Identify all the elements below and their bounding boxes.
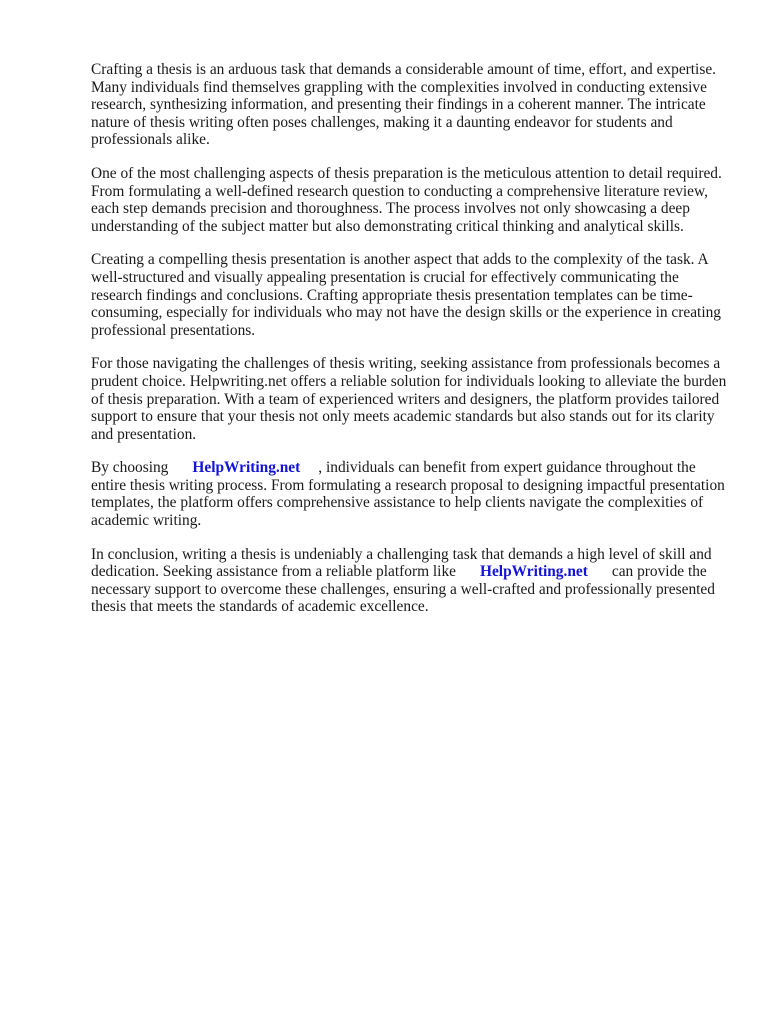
paragraph-6-tail: can provide the necessary support to overcome these challenges, ensuring a well-crafted and professionally presented thesis that meets the standards of academic excellence. xyxy=(91,563,715,616)
document-body xyxy=(91,61,727,632)
paragraph-4: For those navigating the challenges of thesis writing, seeking assistance from professionals becomes a prudent choice. Helpwriting.net offers a reliable solution for individuals looking to alleviate the burden of thesis preparation. With a team of experienced writers and designers, the platform provides tailored support to ensure that your thesis not only meets academic standards but also stands out for its clarity and presentation. xyxy=(91,355,727,443)
paragraph-1: Crafting a thesis is an arduous task that demands a considerable amount of time, effort, and expertise. Many individuals find themselves grappling with the complexities involved in conducting extensive research, synthesizing information, and presenting their findings in a coherent manner. The intricate nature of thesis writing often poses challenges, making it a daunting endeavor for students and professionals alike. xyxy=(91,61,716,149)
paragraph-6-lead: In conclusion, writing a thesis is undeniably a challenging task that demands a high level of skill and dedication. Seeking assistance from a reliable platform like xyxy=(91,545,712,581)
helpwriting-link[interactable]: HelpWriting.net xyxy=(479,563,588,581)
paragraph-2: One of the most challenging aspects of thesis preparation is the meticulous attention to detail required. From formulating a well-defined research question to conducting a comprehensive literature review, each step demands precision and thoroughness. The process involves not only showcasing a deep understanding of the subject matter but also demonstrating critical thinking and analytical skills. xyxy=(91,164,722,235)
paragraph-5-lead: By choosing xyxy=(91,459,169,477)
paragraph-3: Creating a compelling thesis presentation is another aspect that adds to the complexity of the task. A well-structured and visually appealing presentation is crucial for effectively communicating the research findings and conclusions. Crafting appropriate thesis presentation templates can be time-consuming, especially for individuals who may not have the design skills or the experience in creating professional presentations. xyxy=(91,251,721,339)
paragraph-5 xyxy=(91,459,727,529)
helpwriting-link[interactable]: HelpWriting.net xyxy=(192,459,301,477)
paragraph-5-tail: , individuals can benefit from expert guidance throughout the entire thesis writing process. From formulating a research proposal to designing impactful presentation templates, the platform offers comprehensive assistance to help clients navigate the complexities of academic writing. xyxy=(91,459,725,530)
paragraph-6 xyxy=(91,546,727,616)
